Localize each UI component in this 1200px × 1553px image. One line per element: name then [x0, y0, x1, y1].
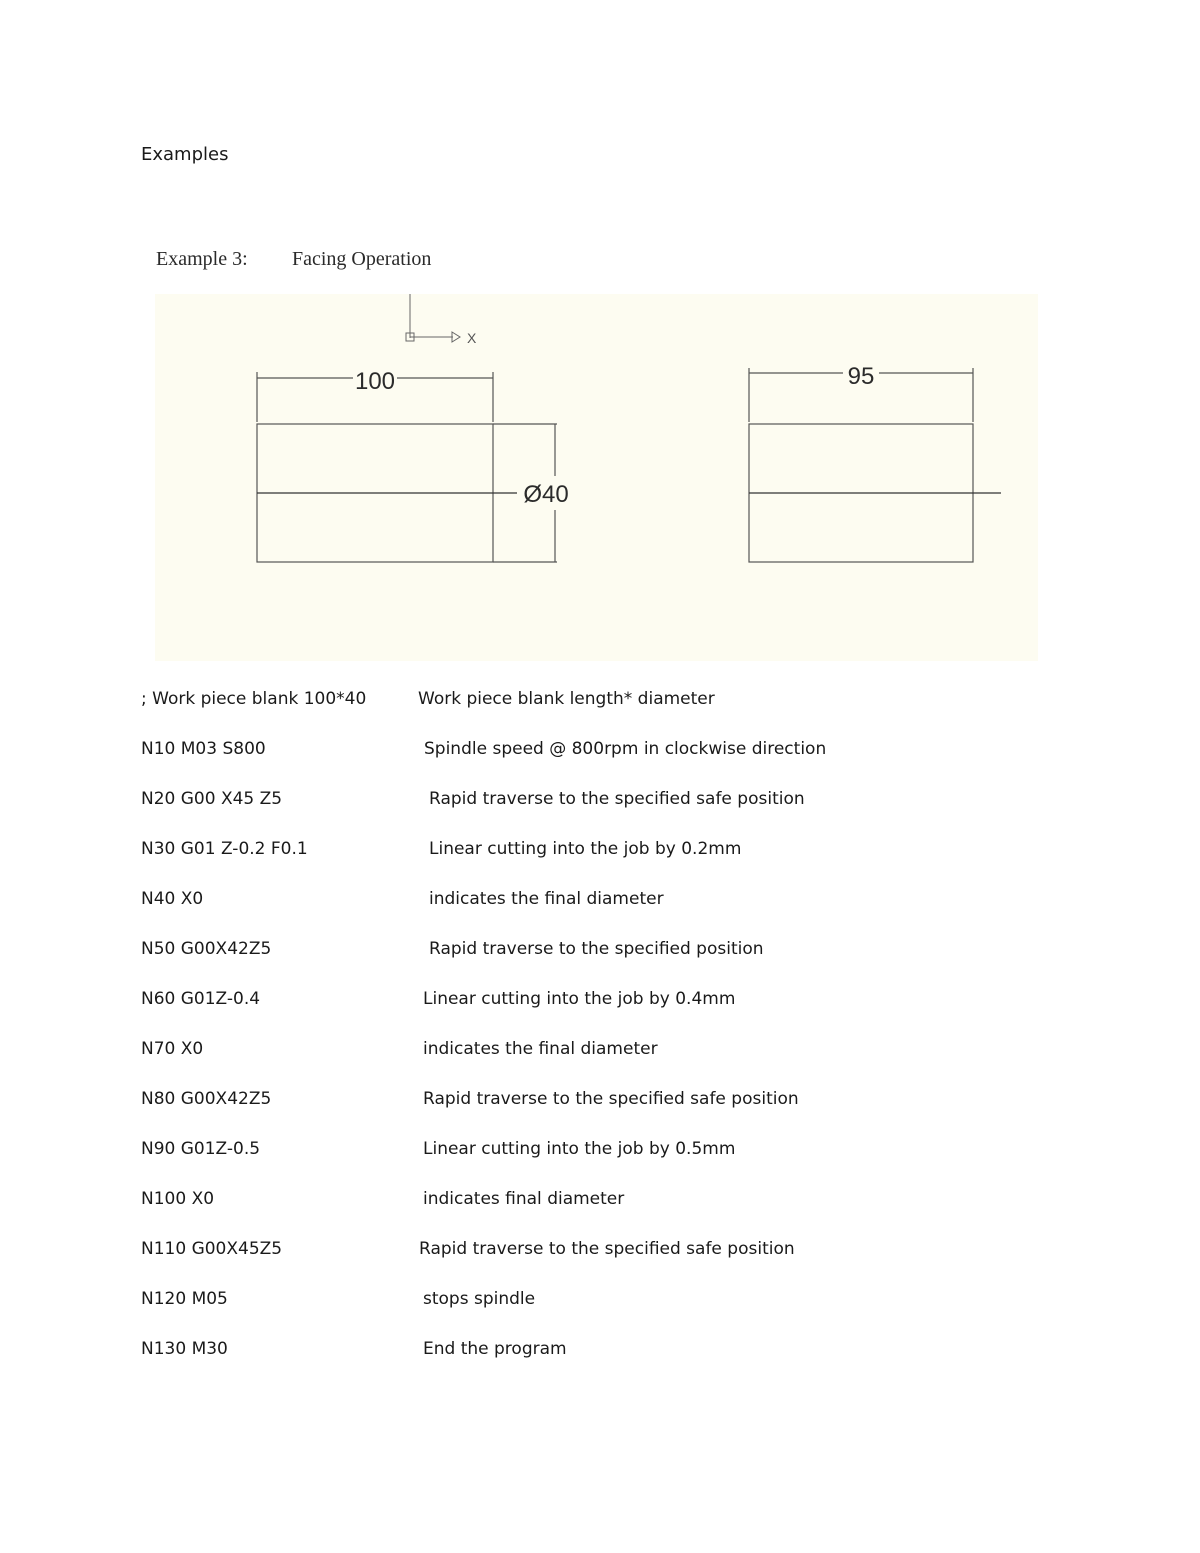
program-comment: End the program — [423, 1339, 567, 1359]
program-line — [141, 937, 1101, 987]
program-comment: Spindle speed @ 800rpm in clockwise direction — [424, 739, 827, 759]
program-comment: stops spindle — [423, 1289, 536, 1309]
program-code: N130 M30 — [141, 1339, 228, 1359]
program-line — [141, 987, 1101, 1037]
program-code: N50 G00X42Z5 — [141, 939, 272, 959]
technical-drawing — [155, 294, 1038, 661]
program-line — [141, 1237, 1101, 1287]
operation-label: Facing Operation — [292, 248, 432, 270]
program-line — [141, 837, 1101, 887]
program-comment: Linear cutting into the job by 0.4mm — [423, 989, 736, 1009]
program-line — [141, 787, 1101, 837]
dim-length-left: 100 — [354, 368, 396, 395]
program-line — [141, 1187, 1101, 1237]
cnc-program — [141, 687, 1101, 1387]
program-line — [141, 687, 1101, 737]
program-code: N10 M03 S800 — [141, 739, 266, 759]
program-comment: Linear cutting into the job by 0.5mm — [423, 1139, 736, 1159]
program-comment: Rapid traverse to the specified safe position — [429, 789, 805, 809]
program-line — [141, 737, 1101, 787]
program-code: N20 G00 X45 Z5 — [141, 789, 283, 809]
page-heading: Examples — [141, 144, 229, 165]
program-code: N40 X0 — [141, 889, 204, 909]
program-comment: Work piece blank length* diameter — [418, 689, 715, 709]
program-code: N90 G01Z-0.5 — [141, 1139, 261, 1159]
program-code: N120 M05 — [141, 1289, 228, 1309]
program-line — [141, 887, 1101, 937]
program-comment: Rapid traverse to the specified safe position — [423, 1089, 799, 1109]
program-code: ; Work piece blank 100*40 — [141, 689, 367, 709]
program-comment: indicates the final diameter — [423, 1039, 658, 1059]
program-comment: Rapid traverse to the specified safe position — [419, 1239, 795, 1259]
program-code: N70 X0 — [141, 1039, 204, 1059]
program-line — [141, 1037, 1101, 1087]
example-label: Example 3: — [156, 248, 248, 270]
program-comment: Rapid traverse to the specified position — [429, 939, 764, 959]
program-code: N100 X0 — [141, 1189, 215, 1209]
program-code: N30 G01 Z-0.2 F0.1 — [141, 839, 308, 859]
dim-diameter: Ø40 — [523, 481, 569, 508]
program-comment: Linear cutting into the job by 0.2mm — [429, 839, 742, 859]
program-code: N80 G00X42Z5 — [141, 1089, 272, 1109]
program-line — [141, 1137, 1101, 1187]
figure-title — [156, 248, 431, 271]
program-line — [141, 1287, 1101, 1337]
dim-length-right: 95 — [847, 363, 875, 390]
program-code: N110 G00X45Z5 — [141, 1239, 283, 1259]
axis-label: X — [467, 330, 477, 346]
program-line — [141, 1337, 1101, 1387]
program-code: N60 G01Z-0.4 — [141, 989, 261, 1009]
program-comment: indicates the final diameter — [429, 889, 664, 909]
program-line — [141, 1087, 1101, 1137]
program-comment: indicates final diameter — [423, 1189, 625, 1209]
drawing-background — [155, 294, 1038, 661]
